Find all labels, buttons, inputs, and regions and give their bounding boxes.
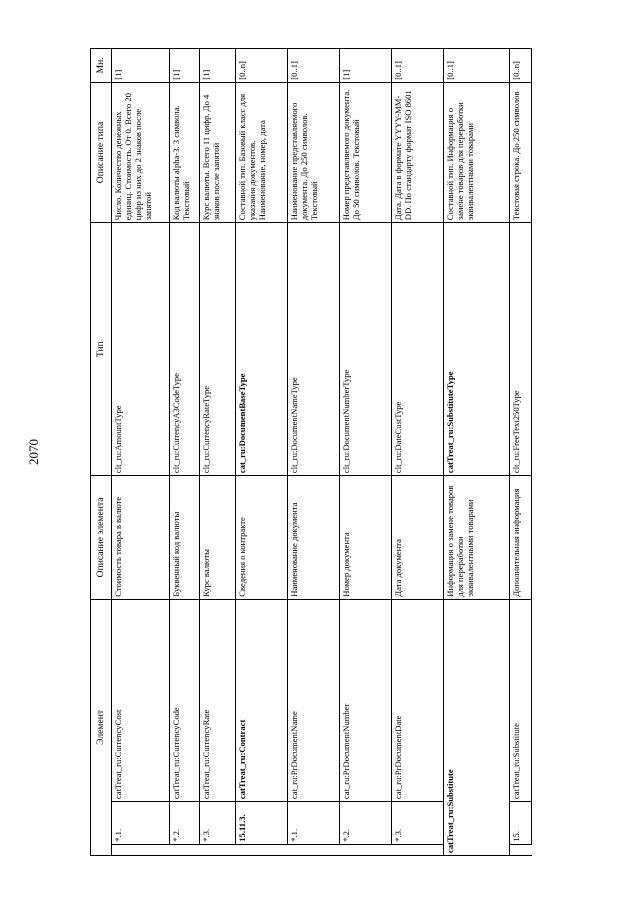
row-mult: [0..n] (236, 49, 288, 83)
row-mult: [0..1] (288, 49, 340, 83)
row-mult: [0..1] (392, 49, 444, 83)
table-row (392, 49, 444, 856)
row-type: clt_ru:DocumentNumberType (340, 223, 392, 476)
row-type-desc: Текстовая строка. До 250 символов (510, 82, 532, 222)
row-type: clt_ru:FreeText250Type (510, 223, 532, 476)
row-type: clt_ru:AmountType (112, 223, 170, 476)
row-element: catTreat_ru:Substitute (510, 599, 532, 801)
row-type-desc: Курс валюты. Всего 11 цифр. До 4 знаков после запятой (200, 82, 236, 222)
row-mult: [0..1] (444, 49, 510, 83)
row-element-desc: Сведения о контракте (236, 476, 288, 600)
row-mult: [1] (170, 49, 200, 83)
table-row (510, 49, 532, 856)
row-element: cat_ru:PrDocumentNumber (340, 599, 392, 801)
row-type-desc: Наименование представляемого документа. До 250 символов. Текстовый (288, 82, 340, 222)
row-type-desc: Код валюты alpha-3. 3 символа. Текстовый (170, 82, 200, 222)
table-row (200, 49, 236, 856)
row-element: catTreat_ru:CurrencyRate (200, 599, 236, 801)
table-row (170, 49, 200, 856)
row-mult: [1] (340, 49, 392, 83)
row-number: 15. (510, 802, 532, 845)
indent-cell (392, 844, 444, 855)
row-number: 15.11.3. (236, 802, 288, 845)
row-mult: [0..n] (510, 49, 532, 83)
table-row (288, 49, 340, 856)
row-element-desc: Наименование документа (288, 476, 340, 600)
header-type-desc: Описание типа (91, 82, 112, 222)
header-mult: Мн. (91, 49, 112, 83)
schema-table (90, 48, 532, 856)
indent-cell (510, 844, 532, 855)
indent-cell (340, 844, 392, 855)
header-element-desc: Описание элемента (91, 476, 112, 600)
table-row (112, 49, 170, 856)
row-type: clt_ru:CurrencyRateType (200, 223, 236, 476)
row-element: catTreat_ru:Substitute (444, 599, 510, 855)
row-type-desc: Составной тип. Базовый класс для указания документов. Наименование, номер, дата (236, 82, 288, 222)
row-element-desc: Буквенный код валюты (170, 476, 200, 600)
page-number: 2070 (26, 439, 41, 465)
row-number: *.1. (288, 802, 340, 845)
row-number: *.3. (200, 802, 236, 845)
row-number: *.2. (170, 802, 200, 845)
row-type: cat_ru:DocumentBaseType (236, 223, 288, 476)
row-number: *.2. (340, 802, 392, 845)
row-element-desc: Дополнительная информация (510, 476, 532, 600)
row-element: catTreat_ru:Contract (236, 599, 288, 801)
table-row (444, 49, 510, 856)
row-type: clt_ru:CurrencyA3CodeType (170, 223, 200, 476)
table-row (340, 49, 392, 856)
row-element-desc: Курс валюты (200, 476, 236, 600)
row-element: catTreat_ru:CurrencyCost (112, 599, 170, 801)
row-type-desc: Дата. Дата в формате YYYY-MM-DD. По стандарту формат ISO 8601 (392, 82, 444, 222)
row-type: clt_ru:DateCustType (392, 223, 444, 476)
table-header-row (91, 49, 112, 856)
row-type: clt_ru:DocumentNameType (288, 223, 340, 476)
table-row (236, 49, 288, 856)
header-type: Тип (91, 223, 112, 476)
row-type-desc: Число. Количество денежных единиц. Стоимость. От 0. Всего 20 цифр из них до 2 знаков после запятой (112, 82, 170, 222)
row-element: cat_ru:PrDocumentDate (392, 599, 444, 801)
indent-cell (236, 844, 288, 855)
indent-cell (288, 844, 340, 855)
row-element-desc: Дата документа (392, 476, 444, 600)
row-number: *.1. (112, 802, 170, 845)
row-mult: [1] (200, 49, 236, 83)
row-element-desc: Стоимость товара в валюте (112, 476, 170, 600)
row-type-desc: Номер представляемого документа. До 50 символов. Текстовый (340, 82, 392, 222)
row-type: catTreat_ru:SubstituteType (444, 223, 510, 476)
header-element: Элемент (91, 599, 112, 855)
row-mult: [1] (112, 49, 170, 83)
row-type-desc: Составной тип. Информация о замене товаров для переработки эквивалентными товарами (444, 82, 510, 222)
row-element-desc: Информация о замене товаров для переработки эквивалентными товарами (444, 476, 510, 600)
rotated-page (90, 48, 638, 856)
indent-cell (200, 844, 236, 855)
row-number: *.3. (392, 802, 444, 845)
indent-cell (112, 844, 170, 855)
row-element: catTreat_ru:CurrencyCode (170, 599, 200, 801)
row-element-desc: Номер документа (340, 476, 392, 600)
indent-cell (170, 844, 200, 855)
row-element: cat_ru:PrDocumentName (288, 599, 340, 801)
